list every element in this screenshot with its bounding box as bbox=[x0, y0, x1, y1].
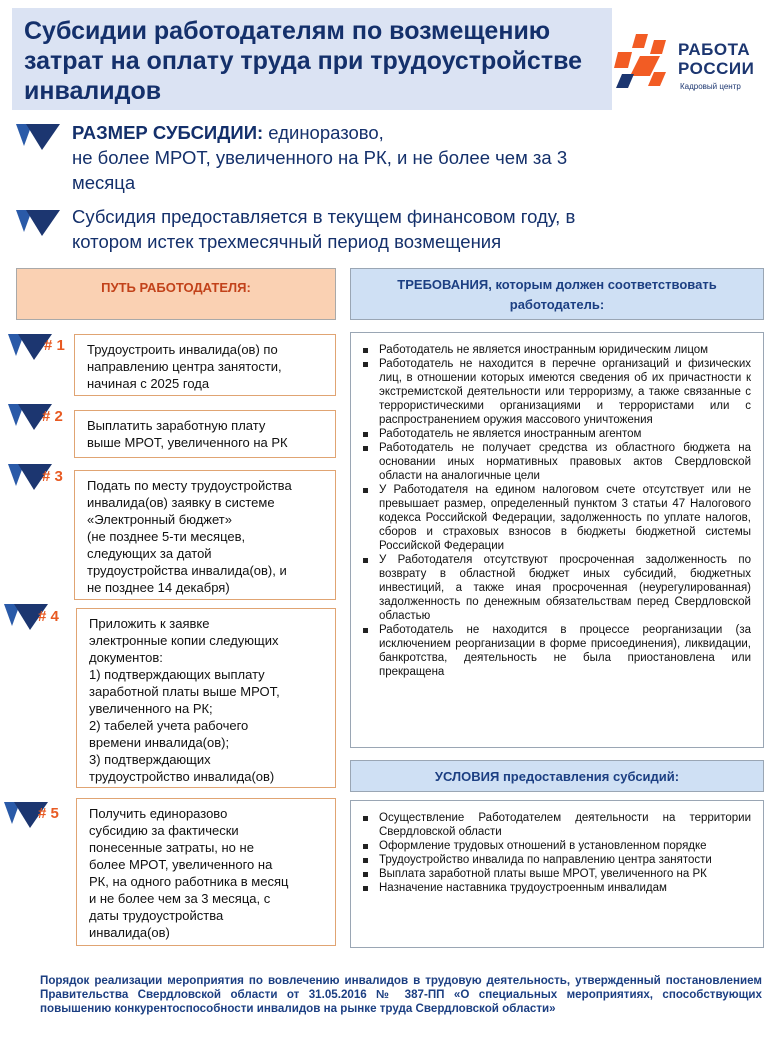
condition-item: Выплата заработной платы выше МРОТ, увеличенного на РК bbox=[361, 867, 751, 881]
logo-subtitle: Кадровый центр bbox=[680, 82, 741, 91]
step-line: (не позднее 5-ти месяцев, bbox=[87, 529, 246, 544]
step-line: 3) подтверждающих bbox=[89, 752, 211, 767]
step-number: # 2 bbox=[42, 408, 63, 425]
step-line: не позднее 14 декабря) bbox=[87, 580, 230, 595]
step-line: даты трудоустройства bbox=[89, 908, 224, 923]
requirement-item: Работодатель не находится в процессе реорганизации (за исключением реорганизации в форме присоединения), ликвидации, банкротства, деятельность не была приостановлена или прекращена bbox=[361, 623, 751, 679]
step-4-box bbox=[76, 608, 336, 788]
conditions-list bbox=[350, 800, 764, 948]
logo-line-2: РОССИИ bbox=[678, 59, 755, 78]
subsidy-size-line-1: единоразово, bbox=[263, 122, 384, 143]
requirement-item: Работодатель не получает средства из областного бюджета на основании иных нормативных правовых актов Свердловской области на аналогичные цели bbox=[361, 441, 751, 483]
step-line: субсидию за фактически bbox=[89, 823, 239, 838]
title-banner bbox=[12, 8, 612, 110]
subsidy-period-line-1: Субсидия предоставляется в текущем финансовом году, в bbox=[72, 206, 576, 227]
step-line: и не более чем за 3 месяца, с bbox=[89, 891, 271, 906]
step-line: 2) табелей учета рабочего bbox=[89, 718, 249, 733]
step-line: трудоустройство инвалида(ов) bbox=[89, 769, 275, 784]
step-line: Приложить к заявке bbox=[89, 616, 210, 631]
step-2-box bbox=[74, 410, 336, 458]
subsidy-size-line-3: месяца bbox=[72, 172, 136, 193]
requirement-item: У Работодателя отсутствуют просроченная задолженность по возврату в областной бюджет иных субсидий, бюджетных инвестиций, а также иная просроченная (неурегулированная) задолженность по денежным обязательствам перед Свердловской областью bbox=[361, 553, 751, 623]
rabota-rossii-logo bbox=[614, 30, 774, 100]
step-5-box bbox=[76, 798, 336, 946]
subsidy-size-line-2: не более МРОТ, увеличенного на РК, и не более чем за 3 bbox=[72, 147, 568, 168]
logo-wordmark bbox=[678, 40, 754, 78]
step-line: Подать по месту трудоустройства bbox=[87, 478, 292, 493]
step-line: трудоустройства инвалида(ов), и bbox=[87, 563, 287, 578]
step-number: # 5 bbox=[38, 805, 59, 822]
triangle-bullet-icon bbox=[16, 122, 60, 152]
condition-item: Назначение наставника трудоустроенным инвалидам bbox=[361, 881, 751, 895]
step-line: заработной платы выше МРОТ, bbox=[89, 684, 280, 699]
legal-basis-footer: Порядок реализации мероприятия по вовлечению инвалидов в трудовую деятельность, утвержденный постановлением Правительства Свердловской области от 31.05.2016 № 387-ПП «О специальных мероприятиях, способствующих повышению конкурентоспособности инвалидов на рынке труда Свердловской области» bbox=[40, 974, 762, 1015]
step-line: Получить единоразово bbox=[89, 806, 228, 821]
subsidy-size-label: РАЗМЕР СУБСИДИИ: bbox=[72, 122, 264, 143]
condition-item: Оформление трудовых отношений в установленном порядке bbox=[361, 839, 751, 853]
step-line: Выплатить заработную плату bbox=[87, 418, 266, 433]
requirements-list bbox=[350, 332, 764, 748]
requirement-item: Работодатель не находится в перечне организаций и физических лиц, в отношении которых имеются сведения об их причастности к экстремистской деятельности или терроризму, а также связанные с террористическими организациями и террористами или с распространением оружия массового уничтожения bbox=[361, 357, 751, 427]
requirements-header: ТРЕБОВАНИЯ, которым должен соответствовать работодатель: bbox=[350, 268, 764, 320]
step-line: РК, на одного работника в месяц bbox=[89, 874, 289, 889]
step-line: следующих за датой bbox=[87, 546, 212, 561]
step-number: # 4 bbox=[38, 608, 59, 625]
step-line: времени инвалида(ов); bbox=[89, 735, 230, 750]
employer-path-header: ПУТЬ РАБОТОДАТЕЛЯ: bbox=[16, 268, 336, 320]
step-line: более МРОТ, увеличенного на bbox=[89, 857, 273, 872]
step-number: # 1 bbox=[44, 337, 65, 354]
requirement-item: Работодатель не является иностранным агентом bbox=[361, 427, 751, 441]
step-line: Трудоустроить инвалида(ов) по bbox=[87, 342, 278, 357]
condition-item: Осуществление Работодателем деятельности на территории Свердловской области bbox=[361, 811, 751, 839]
step-line: документов: bbox=[89, 650, 163, 665]
step-line: понесенные затраты, но не bbox=[89, 840, 254, 855]
step-3-box bbox=[74, 470, 336, 600]
subsidy-period-line-2: котором истек трехмесячный период возмещения bbox=[72, 231, 502, 252]
step-1-box bbox=[74, 334, 336, 396]
requirement-item: Работодатель не является иностранным юридическим лицом bbox=[361, 343, 751, 357]
step-number: # 3 bbox=[42, 468, 63, 485]
subsidy-size-text bbox=[72, 120, 567, 195]
step-line: инвалида(ов) заявку в системе bbox=[87, 495, 275, 510]
page-title: Субсидии работодателям по возмещению затрат на оплату труда при трудоустройстве инвалидов bbox=[24, 17, 583, 105]
step-line: направлению центра занятости, bbox=[87, 359, 282, 374]
step-line: «Электронный бюджет» bbox=[87, 512, 232, 527]
step-line: начиная с 2025 года bbox=[87, 376, 210, 391]
step-line: выше МРОТ, увеличенного на РК bbox=[87, 435, 288, 450]
step-line: электронные копии следующих bbox=[89, 633, 279, 648]
conditions-header: УСЛОВИЯ предоставления субсидий: bbox=[350, 760, 764, 792]
step-line: 1) подтверждающих выплату bbox=[89, 667, 265, 682]
step-line: инвалида(ов) bbox=[89, 925, 170, 940]
step-line: увеличенного на РК; bbox=[89, 701, 213, 716]
triangle-bullet-icon bbox=[16, 208, 60, 238]
requirement-item: У Работодателя на едином налоговом счете отсутствует или не превышает размер, определенный пунктом 3 статьи 47 Налогового кодекса Российской Федерации, задолженность по уплате налогов, сборов и страховых взносов в бюджеты бюджетной системы Российской Федерации bbox=[361, 483, 751, 553]
subsidy-period-text bbox=[72, 204, 575, 254]
logo-line-1: РАБОТА bbox=[678, 40, 751, 59]
logo-mark-icon bbox=[614, 30, 674, 100]
condition-item: Трудоустройство инвалида по направлению центра занятости bbox=[361, 853, 751, 867]
